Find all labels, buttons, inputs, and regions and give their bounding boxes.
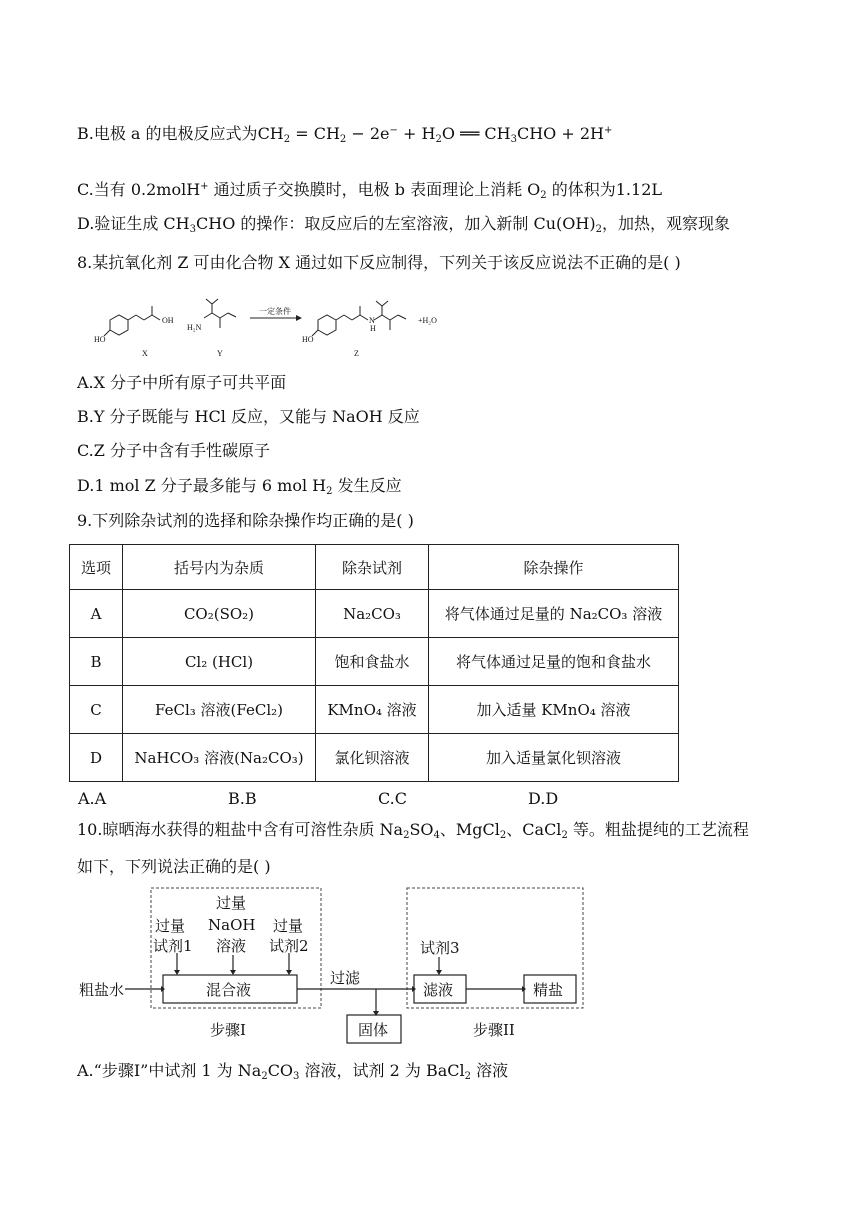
table-header: 括号内为杂质 — [123, 545, 316, 590]
table-cell: C — [70, 686, 123, 734]
z-ho-group: HO — [302, 335, 314, 344]
option-c-text: C.当有 0.2molH — [77, 180, 201, 199]
superscript: + — [200, 181, 209, 192]
table-row — [70, 590, 679, 638]
option-a-text: A.“步骤Ⅰ”中试剂 1 为 Na — [77, 1061, 262, 1080]
x-benzene-ring — [110, 315, 128, 335]
option-b-line — [77, 120, 612, 151]
formula-part: + H — [397, 124, 436, 143]
subscript: 2 — [464, 1071, 471, 1082]
option-a-text: 溶液，试剂 2 为 BaCl — [299, 1061, 465, 1080]
question-10-text: 10.晾晒海水获得的粗盐中含有可溶性杂质 Na — [77, 820, 404, 839]
superscript: − — [389, 125, 398, 136]
fine-salt-label: 精盐 — [533, 981, 564, 999]
subscript: 2 — [435, 134, 442, 145]
subscript: 2 — [261, 1071, 268, 1082]
table-header-row — [70, 545, 679, 590]
option-d-line — [77, 213, 730, 241]
subscript: 2 — [561, 830, 568, 841]
option-a-text: 溶液 — [470, 1061, 509, 1080]
question-10-text: 、MgCl — [439, 820, 500, 839]
option-c-line — [77, 176, 662, 207]
mix-label: 混合液 — [206, 981, 252, 999]
option-c-text: 通过质子交换膜时，电极 b 表面理论上消耗 O — [208, 180, 541, 199]
z-n-atom: N — [369, 316, 375, 325]
reagent1-label: 过量 — [155, 917, 186, 935]
formula-part: − 2e — [346, 124, 390, 143]
reaction-scheme — [92, 290, 452, 362]
label-z: Z — [354, 349, 359, 358]
table-header: 选项 — [70, 545, 123, 590]
option-d-text: D.验证生成 CH — [77, 214, 190, 233]
subscript: 2 — [540, 190, 547, 201]
option-d-text: ，加热，观察现象 — [601, 214, 730, 233]
table-cell: FeCl₃ 溶液(FeCl₂) — [123, 686, 316, 734]
subscript: 4 — [433, 830, 440, 841]
table-cell: KMnO₄ 溶液 — [316, 686, 429, 734]
table-header: 除杂试剂 — [316, 545, 429, 590]
answer-option: D.D — [528, 789, 559, 808]
question-10-text: 、CaCl — [506, 820, 562, 839]
subscript: 3 — [293, 1071, 300, 1082]
table-cell: A — [70, 590, 123, 638]
table-cell: Na₂CO₃ — [316, 590, 429, 638]
step2-label: 步骤II — [473, 1021, 515, 1039]
question-8: 8.某抗氧化剂 Z 可由化合物 X 通过如下反应制得，下列关于该反应说法不正确的是( ) — [77, 253, 681, 272]
z-h-atom: H — [370, 324, 376, 333]
option-d-text: 发生反应 — [332, 476, 402, 495]
option-d-text: D.1 mol Z 分子最多能与 6 mol H — [77, 476, 327, 495]
table-cell: 加入适量 KMnO₄ 溶液 — [429, 686, 679, 734]
question-8-option-c: C.Z 分子中含有手性碳原子 — [77, 441, 270, 460]
step1-label: 步骤I — [210, 1021, 246, 1039]
naoh-label: 溶液 — [216, 937, 247, 955]
solid-label: 固体 — [358, 1021, 389, 1039]
table-cell: B — [70, 638, 123, 686]
table-cell: CO₂(SO₂) — [123, 590, 316, 638]
reagent2-label: 试剂2 — [269, 937, 309, 955]
water-product: +H₂O — [418, 316, 437, 325]
subscript: 2 — [403, 830, 410, 841]
question-10-option-a — [77, 1060, 508, 1088]
reagent3-label: 试剂3 — [420, 939, 460, 957]
table-cell: 将气体通过足量的 Na₂CO₃ 溶液 — [429, 590, 679, 638]
question-10-text: SO — [409, 820, 434, 839]
z-benzene-ring — [318, 315, 336, 335]
subscript: 3 — [189, 224, 197, 235]
table-cell: Cl₂ (HCl) — [123, 638, 316, 686]
arrow-head — [296, 315, 302, 321]
table-cell: 饱和食盐水 — [316, 638, 429, 686]
table-header: 除杂操作 — [429, 545, 679, 590]
option-b-text: B.电极 a 的电极反应式为 — [77, 124, 258, 143]
question-8-option-b: B.Y 分子既能与 HCl 反应，又能与 NaOH 反应 — [77, 407, 420, 426]
table-cell: 加入适量氯化钡溶液 — [429, 734, 679, 782]
raw-brine-label: 粗盐水 — [79, 981, 125, 999]
table-row — [70, 638, 679, 686]
x-oh-group: OH — [162, 316, 174, 325]
subscript: 2 — [339, 134, 347, 145]
question-8-option-d — [77, 475, 402, 503]
formula-part: O ══ CH — [441, 124, 511, 143]
naoh-label: NaOH — [208, 916, 256, 934]
option-a-text: CO — [267, 1061, 294, 1080]
table-row — [70, 734, 679, 782]
formula-part: = CH — [290, 124, 340, 143]
answer-option: A.A — [78, 789, 107, 808]
filtrate-label: 滤液 — [423, 981, 454, 999]
subscript: 2 — [499, 830, 507, 841]
formula-part: CH — [257, 124, 284, 143]
x-ho-group: HO — [94, 335, 106, 344]
table-cell: NaHCO₃ 溶液(Na₂CO₃) — [123, 734, 316, 782]
table-row — [70, 686, 679, 734]
subscript: 2 — [595, 224, 602, 235]
option-d-text: CHO 的操作：取反应后的左室溶液，加入新制 Cu(OH) — [196, 214, 596, 233]
question-10-line-2: 如下，下列说法正确的是( ) — [77, 857, 271, 876]
table-cell: D — [70, 734, 123, 782]
subscript: 3 — [510, 134, 517, 145]
flow-diagram — [77, 885, 597, 1045]
table-cell: 将气体通过足量的饱和食盐水 — [429, 638, 679, 686]
reagent2-label: 过量 — [273, 917, 304, 935]
label-y: Y — [217, 349, 223, 358]
answer-option: B.B — [228, 789, 257, 808]
table-cell: 氯化钡溶液 — [316, 734, 429, 782]
question-9: 9.下列除杂试剂的选择和除杂操作均正确的是( ) — [77, 511, 414, 530]
question-8-option-a: A.X 分子中所有原子可共平面 — [77, 373, 287, 392]
reaction-condition: 一定条件 — [259, 307, 291, 316]
formula-part: CHO + 2H — [516, 124, 604, 143]
reagent1-label: 试剂1 — [153, 937, 193, 955]
y-h2n-group: H₂N — [187, 323, 202, 332]
question-10-text: 等。粗盐提纯的工艺流程 — [567, 820, 749, 839]
label-x: X — [142, 349, 148, 358]
superscript: + — [603, 125, 613, 136]
question-10-line-1 — [77, 819, 749, 847]
answer-option: C.C — [378, 789, 407, 808]
impurity-table — [69, 544, 679, 782]
subscript: 2 — [326, 486, 333, 497]
naoh-label: 过量 — [216, 894, 247, 912]
subscript: 2 — [283, 134, 291, 145]
option-c-text: 的体积为1.12L — [546, 180, 662, 199]
filter-label: 过滤 — [330, 969, 361, 987]
